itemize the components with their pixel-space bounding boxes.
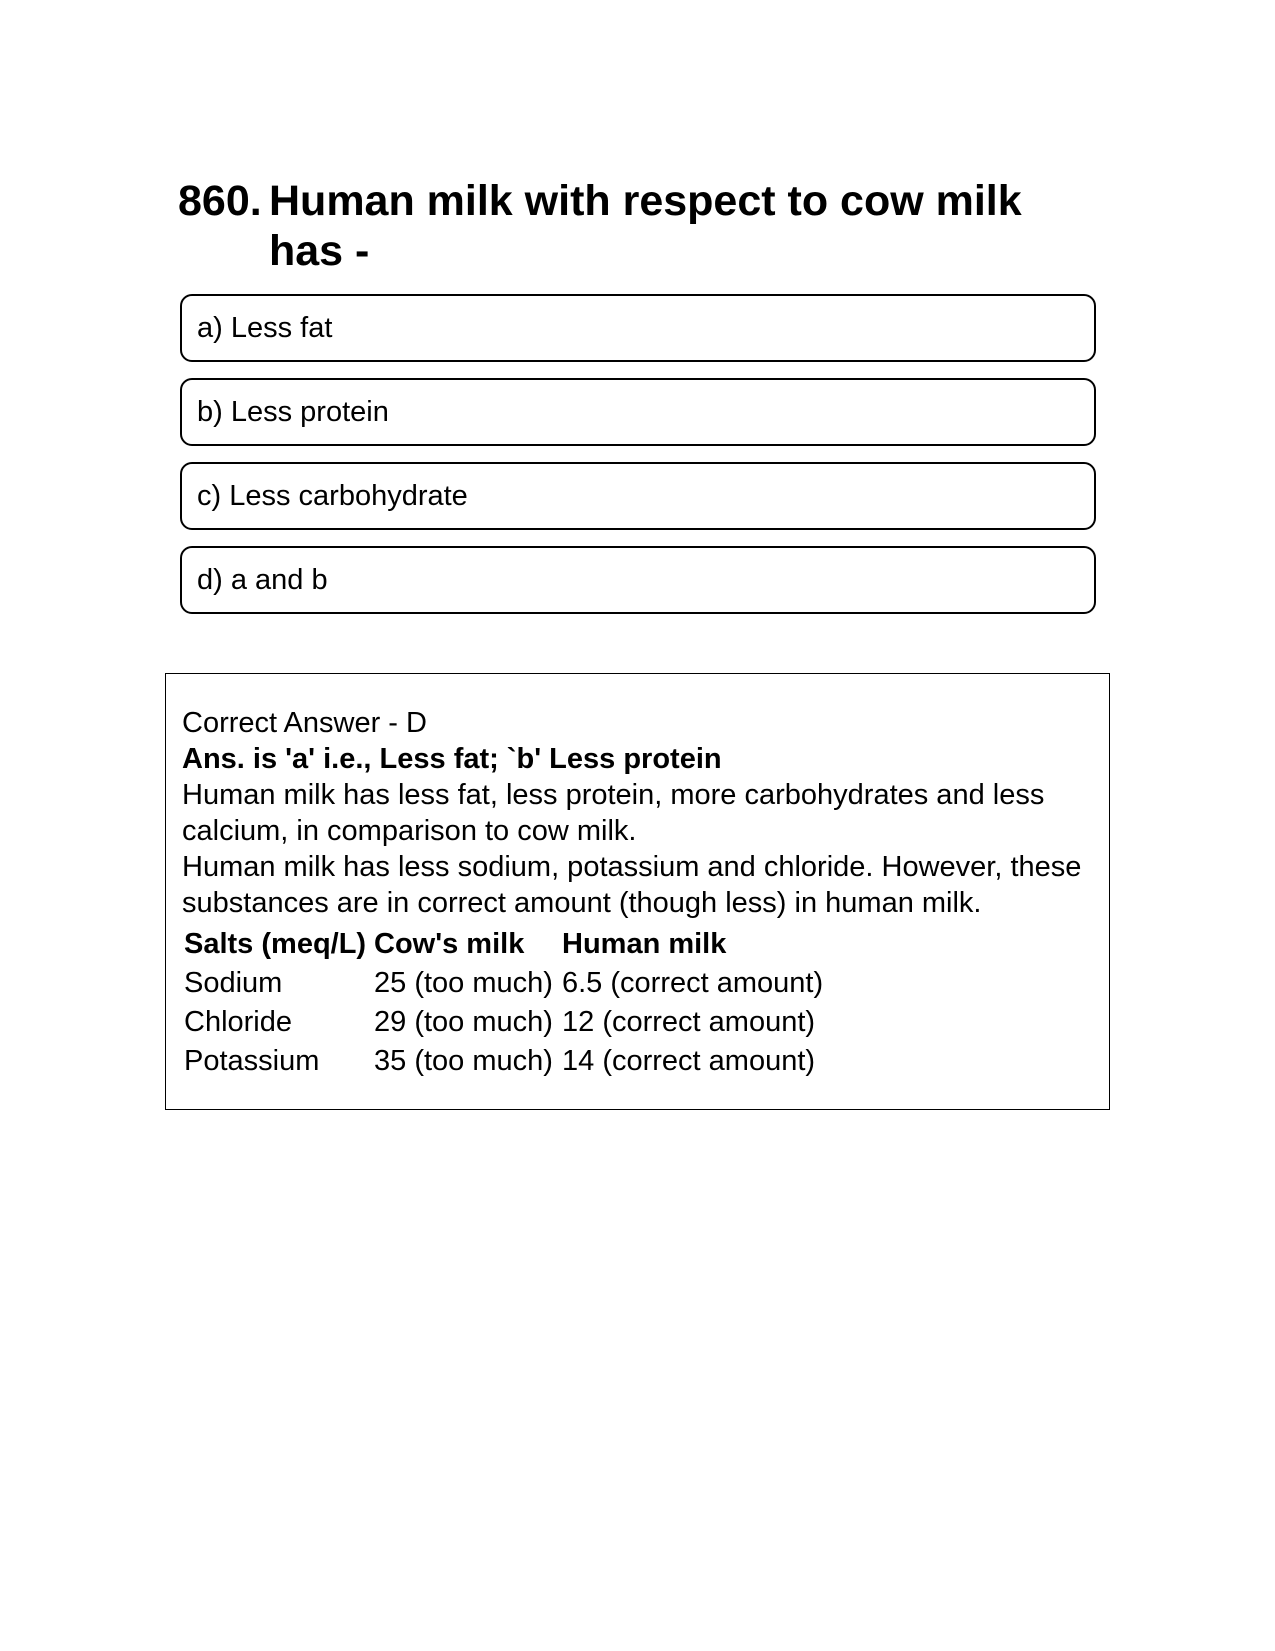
table-cell: 29 (too much) (374, 1005, 553, 1038)
options-list (180, 294, 1096, 630)
salts-table (184, 924, 823, 1080)
option-c[interactable]: c) Less carbohydrate (180, 462, 1096, 530)
table-header-cell: Cow's milk (374, 927, 525, 960)
answer-headline: Ans. is 'a' i.e., Less fat; `b' Less protein (182, 743, 722, 775)
table-cell: Potassium (184, 1044, 320, 1077)
table-row (184, 1002, 823, 1041)
option-d[interactable]: d) a and b (180, 546, 1096, 614)
option-b[interactable]: b) Less protein (180, 378, 1096, 446)
answer-explanation-box (165, 673, 1110, 1110)
table-header-row (184, 924, 823, 963)
question-number: 860. (178, 177, 262, 225)
table-cell: 12 (correct amount) (562, 1005, 816, 1038)
table-row (184, 963, 823, 1002)
table-cell: 6.5 (correct amount) (562, 966, 824, 999)
table-cell: Sodium (184, 966, 283, 999)
explanation-paragraph-2: Human milk has less sodium, potassium and chloride. However, these substances are in correct amount (though less) in human milk. (182, 851, 1082, 919)
table-cell: Chloride (184, 1005, 292, 1038)
table-row (184, 1041, 823, 1080)
question-text: Human milk with respect to cow milk has - (269, 177, 1022, 275)
table-header-cell: Salts (meq/L) (184, 927, 367, 960)
option-a[interactable]: a) Less fat (180, 294, 1096, 362)
table-cell: 35 (too much) (374, 1044, 553, 1077)
table-cell: 14 (correct amount) (562, 1044, 816, 1077)
explanation-paragraph-1: Human milk has less fat, less protein, more carbohydrates and less calcium, in comparison to cow milk. (182, 779, 1045, 847)
table-header-cell: Human milk (562, 927, 727, 960)
table-cell: 25 (too much) (374, 966, 553, 999)
correct-answer: Correct Answer - D (182, 707, 427, 739)
